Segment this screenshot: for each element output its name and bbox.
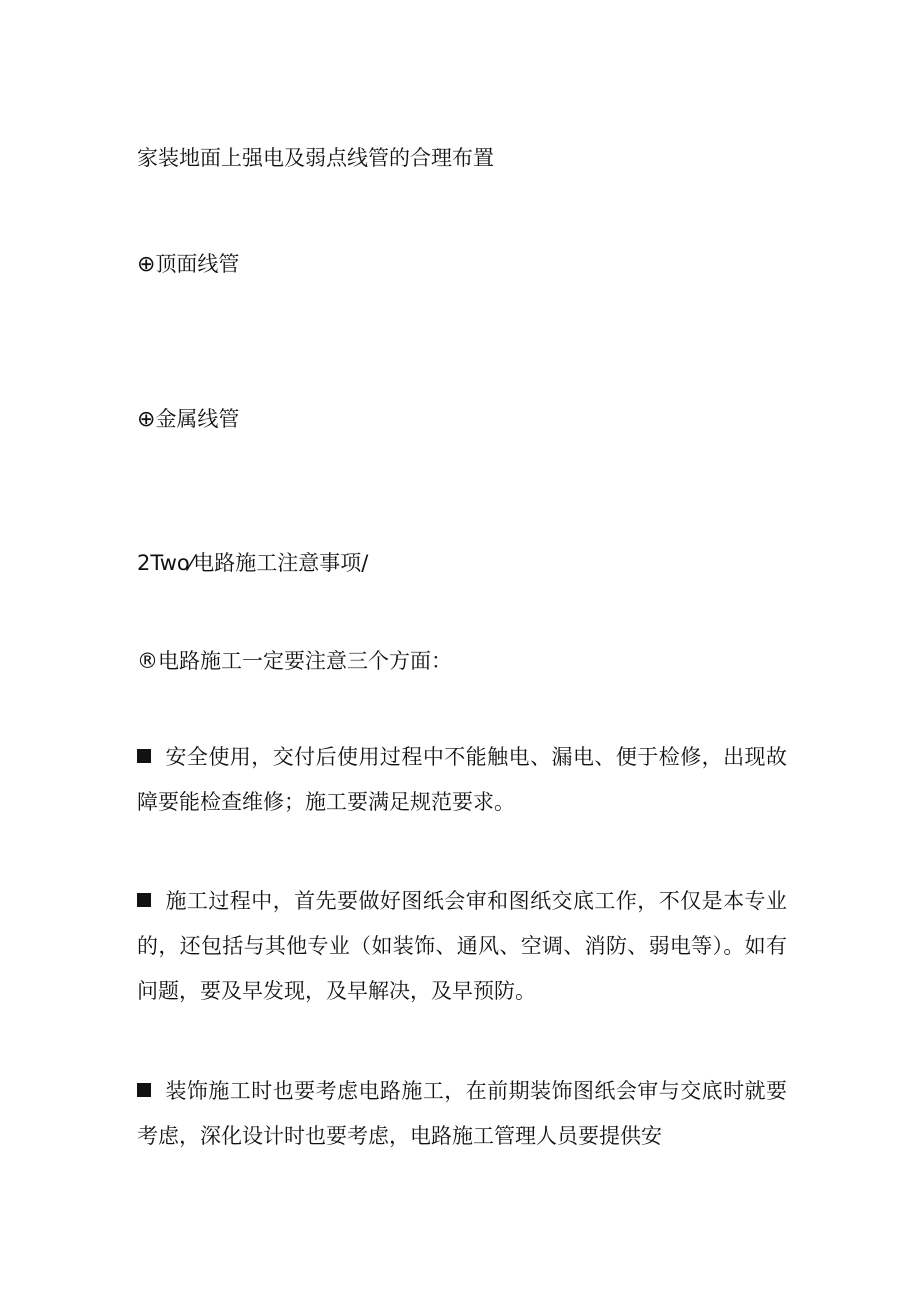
square-bullet-icon	[137, 1083, 151, 1097]
intro-line: ®电路施工一定要注意三个方面：	[137, 649, 452, 673]
section-heading: 2Two⁄电路施工注意事项/	[137, 551, 369, 575]
item-ceiling-conduit	[137, 254, 239, 276]
item-label: 金属线管	[155, 407, 240, 431]
circle-plus-icon: ⊕	[137, 407, 156, 432]
bullet-paragraph-2	[137, 879, 787, 1014]
circle-plus-icon: ⊕	[137, 252, 156, 277]
bullet-paragraph-3	[137, 1069, 787, 1159]
bullet-text: 装饰施工时也要考虑电路施工，在前期装饰图纸会审与交底时就要考虑，深化设计时也要考虑，电路施工管理人员要提供安	[137, 1079, 787, 1148]
page-title: 家装地面上强电及弱点线管的合理布置	[137, 146, 494, 170]
bullet-text: 安全使用，交付后使用过程中不能触电、漏电、便于检修，出现故障要能检查维修；施工要满足规范要求。	[137, 745, 787, 814]
square-bullet-icon	[137, 893, 151, 907]
bullet-paragraph-1	[137, 735, 787, 825]
item-metal-conduit	[137, 409, 239, 431]
item-label: 顶面线管	[155, 252, 240, 276]
square-bullet-icon	[137, 749, 151, 763]
bullet-text: 施工过程中，首先要做好图纸会审和图纸交底工作，不仅是本专业的，还包括与其他专业（如装饰、通风、空调、消防、弱电等）。如有问题，要及早发现，及早解决，及早预防。	[137, 889, 787, 1003]
